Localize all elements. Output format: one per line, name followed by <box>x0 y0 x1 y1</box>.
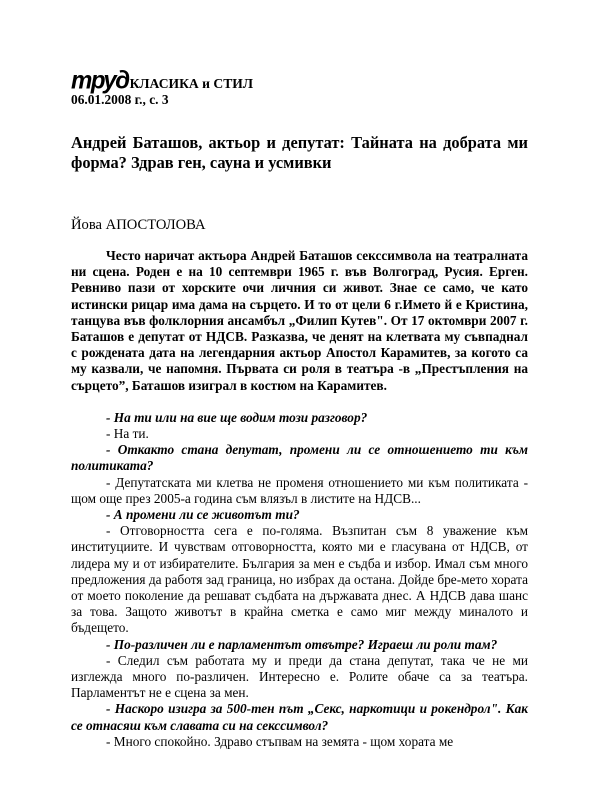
interview-question: - Откакто стана депутат, промени ли се отношението ти към политиката? <box>71 442 528 474</box>
interview-question: - По-различен ли е парламентът отвътре? Играеш ли роли там? <box>106 636 498 652</box>
interview-question: - А промени ли се животът ти? <box>106 507 300 523</box>
interview-answer: - Следил съм работата му и преди да стана депутат, така че не ми изглежда много по-различен. Интересно е. Ролите обаче са за театъра. Парламентът не е сцена за мен. <box>71 652 528 701</box>
interview-answer: - Депутатската ми клетва не променя отношението ми към политиката - щом още през 2005-а година съм влязъл в листите на НДСВ... <box>71 474 528 506</box>
interview-answer: - Отговорността сега е по-голяма. Възпитан съм 8 уважение към институциите. И чувствам отговорността, която ми е гласувана от НДСВ, от лидера му и от избирателите. България за мен е съдба и избор. Имал съм много предложения да работя зад граница, но избрах да остана. Дойде бре-мето хората от моето поколение да решават съдбата на държавата днес. А НДСВ дава шанс за това. Защото животът в крайна сметка е само миг между миналото и бъдещето. <box>71 523 528 636</box>
interview-question: - Наскоро изигра за 500-тен път „Секс, наркотици и рокендрол". Как се отнасяш към славата си на секссимвол? <box>71 701 528 733</box>
interview-answer: - Много спокойно. Здраво стъпвам на земята - щом хората ме <box>106 733 454 749</box>
author: Йова АПОСТОЛОВА <box>71 217 206 233</box>
interview-answer: - На ти. <box>106 426 149 442</box>
lead-paragraph: Често наричат актьора Андрей Баташов секссимвола на театралната ни сцена. Роден е на 10 септември 1965 г. във Волгоград, Русия. Ерген. Ревниво пази от хорските очи личния си живот. Знае се само, че като истински рицар има дама на сърцето. И то от цели 6 г.Името й е Кристина, танцува във фолклорния ансамбъл „Филип Кутев". От 17 октомври 2007 г. Баташов е депутат от НДСВ. Разказва, че денят на клетвата му съвпаднал с рождената дата на легендарния актьор Апостол Карамитев, за когото са му казвали, че напомня. Първата си роля в театъра -в „Престъпления на сърцето”, Баташов изиграл в костюм на Карамитев. <box>71 248 528 393</box>
interview <box>71 410 528 750</box>
headline: Андрей Баташов, актьор и депутат: Тайната на добрата ми форма? Здрав ген, сауна и усмивки <box>71 133 528 172</box>
document-page <box>71 66 528 750</box>
dateline: 06.01.2008 г., с. 3 <box>71 92 169 107</box>
interview-question: - На ти или на вие ще водим този разговор? <box>106 409 368 425</box>
trud-logo: труд <box>71 66 129 95</box>
section-name: КЛАСИКА и СТИЛ <box>129 76 253 91</box>
masthead <box>71 66 528 95</box>
